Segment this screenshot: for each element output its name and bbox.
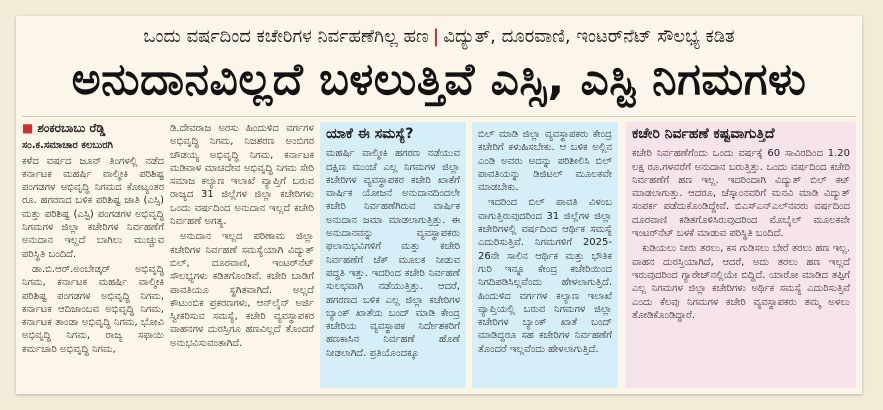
bullet-icon: ■ <box>22 122 34 135</box>
paragraph: ಅನುದಾನ ಇಲ್ಲದ ಪರಿಣಾಮ ಜಿಲ್ಲಾ ಕಚೇರಿಗಳ ನಿರ್ವಹಣೆ ಸಮಸ್ಯೆಯಾಗಿ ವಿದ್ಯುತ್ ಬಿಲ್, ದೂರವಾಣಿ, ಇಂಟರ್‌ನೆಟ್ ಸೌಲಭ್ಯಗಳು ಕಡಿತಗೊಂಡಿವೆ. ಕಚೇರಿ ಬಾಡಿಗೆ ಪಾವತಿಯೂ ಸ್ಥಗಿತವಾಗಿದೆ. ಅಲ್ಲದೆ ಕೌಟುಂಬಿಕ ಪ್ರಕರಣಗಳು, ಆನ್‌ಲೈನ್ ಅರ್ಜಿ ಸ್ವೀಕರಿಸುವ ಸಮಸ್ಯೆ, ಕಚೇರಿ ವ್ಯವಸ್ಥಾಪಕರ ವಾಹನಗಳ ದುರಸ್ತಿಗೂ ಹಣವಿಲ್ಲದೆ ತೊಂದರೆ ಅನುಭವಿಸುವಂತಾಗಿದೆ. <box>170 231 314 349</box>
paragraph <box>22 139 164 152</box>
kicker-separator: | <box>432 26 440 47</box>
column-1 <box>22 122 164 388</box>
paragraph: ಡಾ.ಬಿ.ಆರ್.ಅಂಬೇಡ್ಕರ್ ಅಭಿವೃದ್ಧಿ ನಿಗಮ, ಕರ್ನಾಟಕ ಮಹರ್ಷಿ ವಾಲ್ಮೀಕಿ ಪರಿಶಿಷ್ಟ ಪಂಗಡಗಳ ಅಭಿವೃದ್ಧಿ ನಿಗಮ, ಕರ್ನಾಟಕ ಆದಿಜಾಂಬವ ಅಭಿವೃದ್ಧಿ ನಿಗಮ, ಕರ್ನಾಟಕ ತಾಂಡಾ ಅಭಿವೃದ್ಧಿ ನಿಗಮ, ಭೋವಿ ಅಭಿವೃದ್ಧಿ ನಿಗಮ, ರಾಜ್ಯ ಸಫಾಯಿ ಕರ್ಮಚಾರಿ ಅಭಿವೃದ್ಧಿ ನಿಗಮ, <box>22 263 164 355</box>
paragraph: ಕಚೇರಿ ನಿರ್ವಹಣೆಗೆಂದು ಒಂದು ವರ್ಷಕ್ಕೆ 60 ಸಾವಿರದಿಂದ 1.20 ಲಕ್ಷ ರೂ.ಗಳವರೆಗೆ ಅನುದಾನ ಬರುತ್ತಿತ್ತು. ಒಂದು ವರ್ಷದಿಂದ ಕಚೇರಿ ನಿರ್ವಹಣೆಗೆ ಹಣ ಇಲ್ಲ. ಇದರಿಂದಾಗಿ ವಿದ್ಯುತ್ ಬಿಲ್ ಕಟ್ ಮಾಡಲಾಗುತ್ತು. ಆದರೂ, ಜೆಸ್ಕಾಂನವರಿಗೆ ಮನವಿ ಮಾಡಿ ವಿದ್ಯುತ್ ಸಂಪರ್ಕ ಪಡೆದುಕೊಂಡಿದ್ದೇವೆ. ಬಿಎಸ್‌ಎನ್‌ಎಲ್‌ನವರು ವರ್ಷದಿಂದ ದೂರವಾಣಿ ಕಡಿತಗೊಳಿಸಿರುವುದರಿಂದ ಮೊಬೈಲ್ ಮೂಲಕವೇ ಇಂಟರ್‌ನೆಟ್ ಬಳಕೆ ಮಾಡುವ ಪರಿಸ್ಥಿತಿ ಬಂದಿದೆ. <box>632 148 850 240</box>
kicker-right: ವಿದ್ಯುತ್, ದೂರವಾಣಿ, ಇಂಟರ್‌ನೆಟ್ ಸೌಲಭ್ಯ ಕಡಿತ <box>443 26 735 47</box>
box-title-office: ಕಚೇರಿ ನಿರ್ವಹಣೆ ಕಷ್ಟವಾಗುತ್ತಿದೆ <box>632 126 775 142</box>
column-2 <box>170 122 314 388</box>
paragraph: ಮಹರ್ಷಿ ವಾಲ್ಮೀಕಿ ಹಗರಣ ನಡೆಯುವ ದಕ್ಷಿಣ ಮುಂಚೆ ಎಲ್ಲ ನಿಗಮಗಳ ಜಿಲ್ಲಾ ಕಚೇರಿಗಳ ವ್ಯವಸ್ಥಾಪಕರ ಕಚೇರಿ ಖಾತೆಗೆ ವಾರ್ಷಿಕ ಯೋಜನೆ ಅನುದಾನದಿಂದಲೇ ಕಚೇರಿ ನಿರ್ವಹಣೆಗಿರುವ ವಾರ್ಷಿಕ ಅನುದಾನ ಜಮಾ ಮಾಡಲಾಗುತ್ತಿತ್ತು. ಈ ಅನುದಾನವನ್ನು ವ್ಯವಸ್ಥಾಪಕರು ಫಲಾನುಭವಿಗಳಿಗೆ ಮತ್ತು ಕಚೇರಿ ನಿರ್ವಹಣೆಗೆ ಚೆಕ್ ಮೂಲಕ ನೀಡುವ ಪದ್ಧತಿ ಇತ್ತು. ಇದರಿಂದ ಕಚೇರಿ ನಿರ್ವಹಣೆ ಸುಲಭವಾಗಿ ನಡೆಯುತ್ತಿತ್ತು. ಆದರೆ, ಹಗರಣದ ಬಳಿಕ ಎಲ್ಲ ಜಿಲ್ಲಾ ಕಚೇರಿಗಳ ಬ್ಯಾಂಕ್ ಖಾತೆಯ ಬಂದ್ ಮಾಡಿ ಕೇಂದ್ರ ಕಚೇರಿಯ ವ್ಯವಸ್ಥಾಪಕ ನಿರ್ದೇಶಕರಿಗೆ ಹಣಕಾಸಿನ ನಿರ್ವಹಣೆ ಹೊಣೆ ನೀಡಲಾಗಿದೆ. ಪ್ರತಿಯೊಂದಕ್ಕೂ <box>326 148 460 359</box>
headline: ಅನುದಾನವಿಲ್ಲದೆ ಬಳಲುತ್ತಿವೆ ಎಸ್ಸಿ, ಎಸ್ಟಿ ನಿಗಮಗಳು <box>71 54 807 105</box>
byline-name: ಶಂಕರಬಾಬು ರೆಡ್ಡಿ <box>37 122 106 135</box>
paragraph: ಬಿಲ್ ಮಾಡಿ ಜಿಲ್ಲಾ ವ್ಯವಸ್ಥಾಪಕರು ಕೇಂದ್ರ ಕಚೇರಿಗೆ ಕಳುಹಿಸಬೇಕು. ಆ ಬಳಿಕ ಅಲ್ಲಿನ ಎಂಡಿ ಅವರು ಅದನ್ನು ಪರಿಶೀಲಿಸಿ ಬಿಲ್ ಪಾವತಿಯನ್ನು ಡಿಜಿಟಲ್ ಮೂಲಕವೇ ಮಾಡಬೇಕು. <box>478 129 612 194</box>
byline <box>22 122 164 135</box>
paragraph: ಇದರಿಂದ ಬಿಲ್ ಪಾವತಿ ವಿಳಂಬ ವಾಗುತ್ತಿರುವುದರಿಂದ 31 ಜಿಲ್ಲೆಗಳ ಜಿಲ್ಲಾ ಕಚೇರಿಗಳಲ್ಲಿ ವರ್ಷದಿಂದ ಆರ್ಥಿಕ ಸಮಸ್ಯೆ ಎದುರಿಸುತ್ತಿವೆ. ನಿಗಮಗಳಿಗೆ 2025-26ನೇ ಸಾಲಿನ ಆರ್ಥಿಕ ಮತ್ತು ಭೌತಿಕ ಗುರಿ ಇನ್ನೂ ಕೇಂದ್ರ ಕಚೇರಿಯಿಂದ ನಿಗದಿಪಡಿಸಿಲ್ಲವೆಂದು ಹೇಳಲಾಗುತ್ತಿದೆ. ಹಿಂದುಳಿದ ವರ್ಗಗಳ ಕಲ್ಯಾಣ ಇಲಾಖೆ ವ್ಯಾಪ್ತಿಯಲ್ಲಿ ಬರುವ ನಿಗಮಗಳ ಜಿಲ್ಲಾ ಕಚೇರಿಗಳ ಬ್ಯಾಂಕ್ ಖಾತೆ ಬಂದ್ ಮಾಡಿದ್ದರೂ ಸಹ ಕಚೇರಿಗಳ ನಿರ್ವಹಣೆಗೆ ತೊಂದರೆ ಇಲ್ಲವೆಂದು ಹೇಳಲಾಗುತ್ತಿದೆ. <box>478 197 612 355</box>
kicker-line <box>16 26 862 47</box>
kicker-left: ಒಂದು ವರ್ಷದಿಂದ ಕಚೇರಿಗಳ ನಿರ್ವಹಣೆಗಿಲ್ಲ ಹಣ <box>143 26 429 47</box>
paragraph: ಕಳೆದ ವರ್ಷದ ಜೂನ್ ತಿಂಗಳಲ್ಲಿ ನಡೆದ ಕರ್ನಾಟಕ ಮಹರ್ಷಿ ವಾಲ್ಮೀಕಿ ಪರಿಶಿಷ್ಟ ಪಂಗಡಗಳ ಅಭಿವೃದ್ಧಿ ನಿಗಮದ ಕೋಟ್ಯಂತರ ರೂ. ಹಗರಣದ ಬಳಿಕ ಪರಿಶಿಷ್ಟ ಜಾತಿ (ಎಸ್ಸಿ) ಮತ್ತು ಪರಿಶಿಷ್ಟ (ಎಸ್ಟಿ) ಪಂಗಡಗಳ ಅಭಿವೃದ್ಧಿ ನಿಗಮಗಳ ಜಿಲ್ಲಾ ಕಚೇರಿಗಳ ನಿರ್ವಹಣೆಗೆ ಅನುದಾನ ಇಲ್ಲದೆ ಬಾಗಿಲು ಮುಚ್ಚುವ ಪರಿಸ್ಥಿತಿ ಬಂದಿದೆ. <box>22 155 164 260</box>
column-5-box <box>626 122 856 388</box>
divider <box>22 116 856 117</box>
paragraph: ಕುಡಿಯಲು ನೀರು ತರಲು, ಕಸ ಗುಡಿಸಲು ಬೇರೆ ತರಲು ಹಣ ಇಲ್ಲ. ವಾಹನ ದುರಸ್ತಿಯಾಗಿದೆ, ಆದರೆ, ಅದು ತರಲು ಹಣ ಇಲ್ಲದೆ ಇರುವುದರಿಂದ ಗ್ಯಾರೇಜ್‌ನಲ್ಲಿಯೇ ಬಿದ್ದಿದೆ. ಯಾರೋ ಮಾಡಿದ ತಪ್ಪಿಗೆ ಎಲ್ಲ ನಿಗಮಗಳ ಜಿಲ್ಲಾ ಕಚೇರಿಗಳು ಅರ್ಥಿಕ ಸಮಸ್ಯೆ ಎದುರಿಸುತ್ತಿವೆ ಎಂದು ಕೆಲವು ನಿಗಮಗಳ ಕಚೇರಿ ವ್ಯವಸ್ಥಾಪಕರು ತಮ್ಮ ಅಳಲು ತೋಡಿಕೊಂಡಿದ್ದಾರೆ. <box>632 243 850 321</box>
column-4-box <box>472 122 618 388</box>
paragraph: ಡಿ.ದೇವರಾಜ ಅರಸು ಹಿಂದುಳಿದ ವರ್ಗಗಳ ಅಭಿವೃದ್ಧಿ ನಿಗಮ, ನಿಜಶರಣ ಅಂಬಿಗರ ಚೌಡಯ್ಯ ಅಭಿವೃದ್ಧಿ ನಿಗಮ, ಕರ್ನಾಟಕ ಮಡಿವಾಳ ಮಾಚಿದೇವ ಅಭಿವೃದ್ಧಿ ನಿಗಮ ಸೇರಿ ಸಮಾಜ ಕಲ್ಯಾಣ ಇಲಾಖೆ ವ್ಯಾಪ್ತಿಗೆ ಬರುವ ರಾಜ್ಯದ 31 ಜಿಲ್ಲೆಗಳ ಜಿಲ್ಲಾ ಕಚೇರಿಗಳು ಒಂದು ವರ್ಷದಿಂದ ಅನುದಾನ ಇಲ್ಲದೆ ಕಚೇರಿ ನಿರ್ವಹಣೆ ಅಗತ್ಯ. <box>170 123 314 228</box>
newspaper-clipping <box>16 16 862 394</box>
column-3-box <box>320 122 466 388</box>
dateline: ಸಂ.ಕ.ಸಮಾಚಾರ ಕಲಬುರಗಿ <box>22 140 114 152</box>
box-title-why: ಯಾಕೆ ಈ ಸಮಸ್ಯೆ? <box>326 126 414 142</box>
